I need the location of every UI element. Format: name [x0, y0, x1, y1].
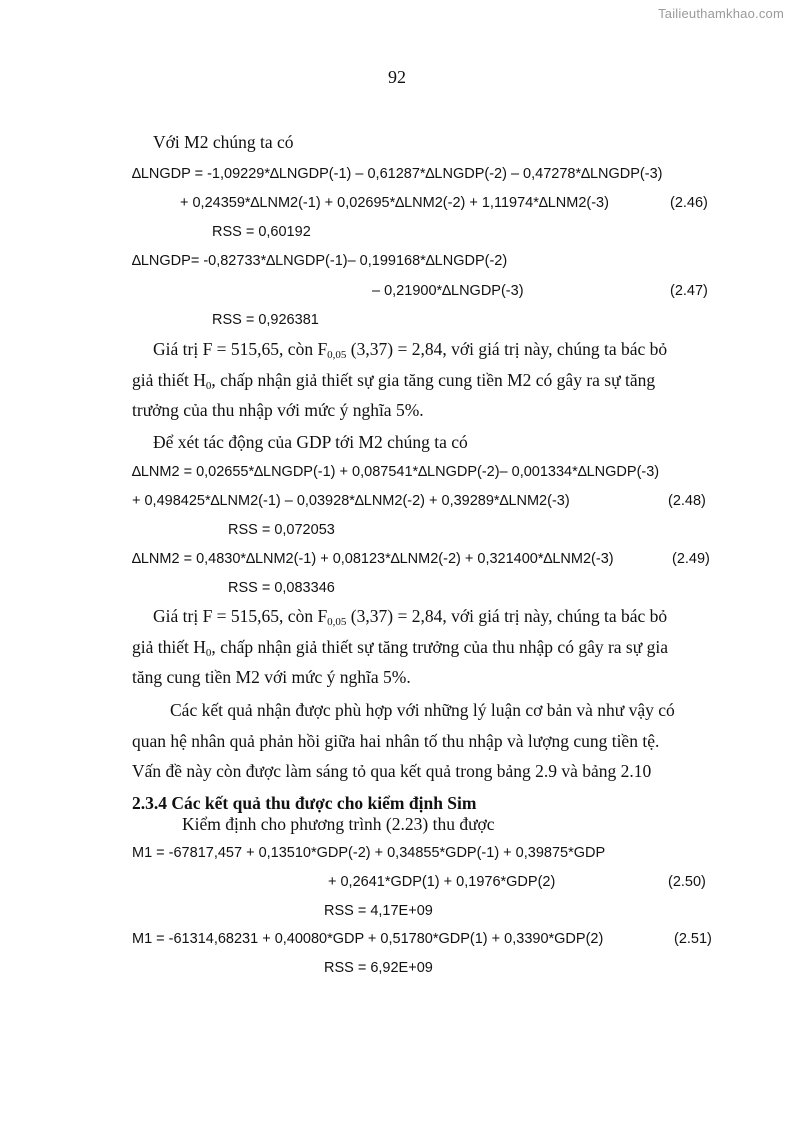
gdp-intro-text: Để xét tác động của GDP tới M2 chúng ta có: [153, 432, 468, 452]
paragraph-line: tăng cung tiền M2 với mức ý nghĩa 5%.: [132, 667, 411, 687]
equation-2-46-number: (2.46): [670, 195, 708, 211]
rss-value: RSS = 6,92E+09: [324, 960, 433, 976]
watermark: Tailieuthamkhao.com: [658, 6, 784, 21]
paragraph-line: Vấn đề này còn được làm sáng tỏ qua kết quả trong bảng 2.9 và bảng 2.10: [132, 761, 652, 781]
paragraph-line: giả thiết $H_0$, chấp nhận giả thiết sự gia tăng cung tiền M2 có gây ra sự tăng: [132, 370, 656, 392]
equation-2-47-number: (2.47): [670, 283, 708, 299]
rss-value: RSS = 0,60192: [212, 224, 311, 240]
equation-2-48-number: (2.48): [668, 493, 706, 509]
paragraph-line: Giá trị F = 515,65, còn $F_{0,05}$ (3,37) = 2,84, với giá trị này, chúng ta bác bỏ: [153, 339, 668, 361]
section-heading: 2.3.4 Các kết quả thu được cho kiểm định Sim: [132, 793, 477, 813]
paragraph-line: trưởng của thu nhập với mức ý nghĩa 5%.: [132, 400, 424, 420]
equation-2-51: M1 = -61314,68231 + 0,40080*GDP + 0,51780*GDP(1) + 0,3390*GDP(2): [132, 931, 604, 947]
paragraph-line: quan hệ nhân quả phản hồi giữa hai nhân tố thu nhập và lượng cung tiền tệ.: [132, 731, 660, 751]
equation-2-48-line-2: + 0,498425*∆LNM2(-1) – 0,03928*∆LNM2(-2) + 0,39289*∆LNM2(-3): [132, 493, 570, 509]
equation-2-50-line-1: M1 = -67817,457 + 0,13510*GDP(-2) + 0,34855*GDP(-1) + 0,39875*GDP: [132, 845, 606, 861]
sim-intro-text: Kiểm định cho phương trình (2.23) thu được: [182, 814, 495, 834]
equation-2-50-number: (2.50): [668, 874, 706, 890]
paragraph-line: Giá trị F = 515,65, còn $F_{0,05}$ (3,37) = 2,84, với giá trị này, chúng ta bác bỏ: [153, 606, 668, 628]
equation-2-47-line-1: ∆LNGDP= -0,82733*∆LNGDP(-1)– 0,199168*∆LNGDP(-2): [132, 253, 508, 269]
equation-2-46-line-2: + 0,24359*∆LNM2(-1) + 0,02695*∆LNM2(-2) + 1,11974*∆LNM2(-3): [180, 195, 609, 211]
paragraph-line: giả thiết $H_0$, chấp nhận giả thiết sự tăng trưởng của thu nhập có gây ra sự gia: [132, 637, 668, 659]
equation-2-47-line-2: – 0,21900*∆LNGDP(-3): [372, 283, 524, 299]
equation-2-50-line-2: + 0,2641*GDP(1) + 0,1976*GDP(2): [328, 874, 556, 890]
equation-2-48-line-1: ∆LNM2 = 0,02655*∆LNGDP(-1) + 0,087541*∆LNGDP(-2)– 0,001334*∆LNGDP(-3): [132, 464, 660, 480]
page-number: 92: [388, 67, 406, 87]
equation-2-49: ∆LNM2 = 0,4830*∆LNM2(-1) + 0,08123*∆LNM2(-2) + 0,321400*∆LNM2(-3): [132, 551, 614, 567]
rss-value: RSS = 0,083346: [228, 580, 335, 596]
rss-value: RSS = 0,926381: [212, 312, 319, 328]
rss-value: RSS = 0,072053: [228, 522, 335, 538]
rss-value: RSS = 4,17E+09: [324, 903, 433, 919]
m2-intro-text: Với M2 chúng ta có: [153, 132, 294, 152]
equation-2-51-number: (2.51): [674, 931, 712, 947]
equation-2-49-number: (2.49): [672, 551, 710, 567]
paragraph-line: Các kết quả nhận được phù hợp với những lý luận cơ bản và như vậy có: [170, 700, 675, 720]
equation-2-46-line-1: ∆LNGDP = -1,09229*∆LNGDP(-1) – 0,61287*∆LNGDP(-2) – 0,47278*∆LNGDP(-3): [132, 166, 663, 182]
